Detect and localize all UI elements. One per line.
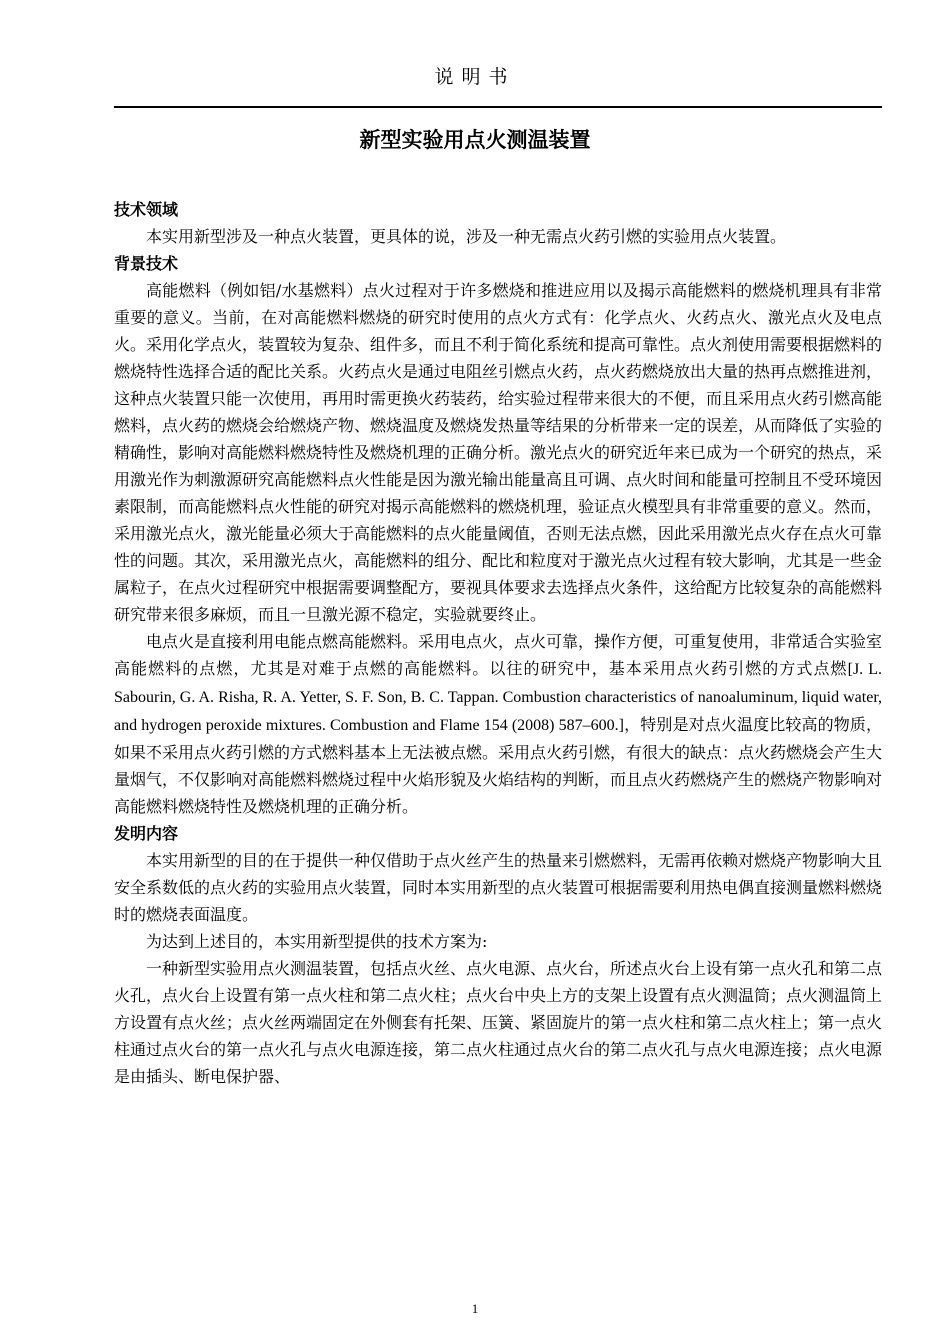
paragraph: 一种新型实验用点火测温装置，包括点火丝、点火电源、点火台，所述点火台上设有第一点火孔和第二点火孔，点火台上设置有第一点火柱和第二点火柱；点火台中央上方的支架上设置有点火测温筒；点火测温筒上方设置有点火丝；点火丝两端固定在外侧套有托架、压簧、紧固旋片的第一点火柱和第二点火柱上；第一点火柱通过点火台的第一点火孔与点火电源连接，第二点火柱通过点火台的第二点火孔与点火电源连接；点火电源是由插头、断电保护器、 xyxy=(114,959,883,1086)
paragraph-text: 电点火是直接利用电能点燃高能燃料。采用电点火，点火可靠，操作方便，可重复使用，非常适合实验室高能燃料的点燃，尤其是对难于点燃的高能燃料。以往的研究中，基本采用点火药引燃的方式点燃 xyxy=(114,632,883,678)
paragraph: 高能燃料（例如铝/水基燃料）点火过程对于许多燃烧和推进应用以及揭示高能燃料的燃烧机理具有非常重要的意义。当前，在对高能燃料燃烧的研究时使用的点火方式有：化学点火、火药点火、激光点火及电点火。采用化学点火，装置较为复杂、组件多，而且不利于简化系统和提高可靠性。点火剂使用需要根据燃料的燃烧特性选择合适的配比关系。火药点火是通过电阻丝引燃点火药，点火药燃烧放出大量的热再点燃推进剂，这种点火装置只能一次使用，再用时需更换火药装药，给实验过程带来很大的不便，而且采用点火药引燃高能燃料，点火药的燃烧会给燃烧产物、燃烧温度及燃烧发热量等结果的分析带来一定的误差，从而降低了实验的精确性，影响对高能燃料燃烧特性及燃烧机理的正确分析。激光点火的研究近年来已成为一个研究的热点，采用激光作为刺激源研究高能燃料点火性能是因为激光输出能量高且可调、点火时间和能量可控制且不受环境因素限制，而高能燃料点火性能的研究对揭示高能燃料的燃烧机理，验证点火模型具有非常重要的意义。然而，采用激光点火，激光能量必须大于高能燃料的点火能量阈值，否则无法点燃，因此采用激光点火存在点火可靠性的问题。其次，采用激光点火，高能燃料的组分、配比和粒度对于激光点火过程有较大影响，尤其是一些金属粒子，在点火过程研究中根据需要调整配方，要视具体要求去选择点火条件，这给配方比较复杂的高能燃料研究带来很多麻烦，而且一旦激光源不稳定，实验就要终止。 xyxy=(114,281,883,624)
paragraph: 本实用新型的目的在于提供一种仅借助于点火丝产生的热量来引燃燃料，无需再依赖对燃烧产物影响大且安全系数低的点火药的实验用点火装置，同时本实用新型的点火装置可根据需要利用热电偶直接测量燃料燃烧时的燃烧表面温度。 xyxy=(114,851,883,924)
header-divider xyxy=(114,106,882,108)
document-title: 新型实验用点火测温装置 xyxy=(359,128,591,152)
paragraph-with-citation xyxy=(114,628,882,820)
page-number: 1 xyxy=(471,1301,479,1316)
paragraph: 本实用新型涉及一种点火装置，更具体的说，涉及一种无需点火药引燃的实验用点火装置。 xyxy=(146,227,787,246)
section-heading-invention-content: 发明内容 xyxy=(114,824,179,843)
paragraph: 为达到上述目的，本实用新型提供的技术方案为: xyxy=(146,932,488,951)
paragraph-text: ，特别是对点火温度比较高的物质，如果不采用点火药引燃的方式燃料基本上无法被点燃。采用点火药引燃，有很大的缺点：点火药燃烧会产生大量烟气，不仅影响对高能燃料燃烧过程中火焰形貌及火焰结构的判断，而且点火药燃烧产生的燃烧产物影响对高能燃料燃烧特性及燃烧机理的正确分析。 xyxy=(114,715,883,816)
citation: [J. L. Sabourin, G. A. Risha, R. A. Yetter, S. F. Son, B. C. Tappan. Combustion characteristics of nanoaluminum, liquid water, and hydrogen peroxide mixtures. Combustion and Flame 154 (2008) 587–600.] xyxy=(114,661,882,734)
document-body xyxy=(114,196,882,1090)
document-header: 说明书 xyxy=(434,66,516,88)
section-heading-background: 背景技术 xyxy=(114,254,179,273)
section-heading-technical-field: 技术领域 xyxy=(114,200,179,219)
